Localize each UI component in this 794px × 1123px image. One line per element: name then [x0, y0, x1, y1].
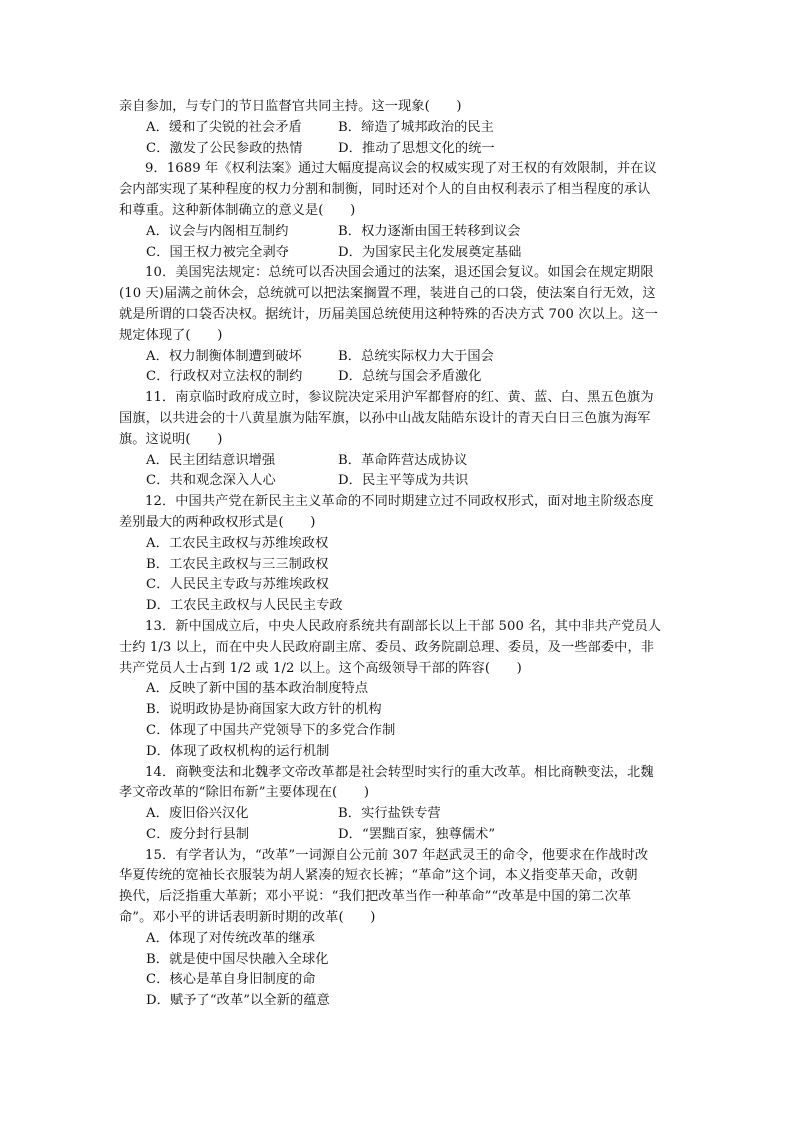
question-12-stem-cont: [119, 513, 676, 534]
stem-line: 和尊重。这种新体制确立的意义是( ): [119, 202, 356, 218]
option-b: B．工农民主政权与三三制政权: [146, 556, 329, 572]
question-15-stem: [119, 846, 676, 867]
option-c: C．体现了中国共产党领导下的多党合作制: [146, 722, 396, 738]
option-a: A．缓和了尖锐的社会矛盾: [146, 119, 302, 135]
stem-line: 共产党员人士占到 1/2 或 1/2 以上。这个高级领导干部的阵容( ): [119, 660, 522, 676]
stem-line: 10．美国宪法规定：总统可以否决国会通过的法案，退还国会复议。如国会在规定期限: [145, 265, 654, 281]
stem-line: 9．1689 年《权利法案》通过大幅度提高议会的权威实现了对王权的有效限制，并在议: [145, 161, 657, 177]
option-row: [119, 804, 676, 825]
question-9-stem: [119, 159, 676, 180]
question-10-stem: [119, 263, 676, 284]
option-b: B．革命阵营达成协议: [338, 452, 468, 468]
question-14-stem: [119, 763, 676, 784]
stem-line: (10 天)届满之前休会，总统就可以把法案搁置不理，装进自己的口袋，使法案自行无效，这: [119, 286, 656, 302]
option-a: A．民主团结意识增强: [146, 452, 276, 468]
stem-line: 11．南京临时政府成立时，参议院决定采用沪军都督府的红、黄、蓝、白、黑五色旗为: [145, 390, 654, 406]
stem-line: 换代，后泛指重大革新；邓小平说：“我们把改革当作一种革命”“改革是中国的第二次革: [119, 889, 632, 905]
stem-line: 孝文帝改革的“除旧布新”主要体现在( ): [119, 785, 370, 801]
stem-line: 国旗，以共进会的十八黄星旗为陆军旗，以孙中山战友陆皓东设计的青天白日三色旗为海军: [119, 410, 651, 426]
option-row: [119, 825, 676, 846]
option-b: B．说明政协是协商国家大政方针的机构: [146, 702, 382, 718]
option-b: B．就是使中国尽快融入全球化: [146, 951, 329, 967]
question-15: [119, 846, 676, 1012]
question-13-stem-cont: [119, 638, 676, 680]
question-10: [119, 263, 676, 388]
stem-line: 旗。这说明( ): [119, 431, 223, 447]
option-row: [119, 222, 676, 243]
question-10-stem-cont: [119, 284, 676, 346]
question-11-stem-cont: [119, 409, 676, 451]
stem-line: 就是所谓的口袋否决权。据统计，历届美国总统使用这种特殊的否决方式 700 次以上。这一: [119, 306, 658, 322]
question-15-stem-cont: [119, 866, 676, 928]
option-d: D．“罢黜百家，独尊儒术”: [338, 826, 496, 842]
option-c: C．共和观念深入人心: [146, 473, 276, 489]
option-b: B．总统实际权力大于国会: [338, 348, 494, 364]
option-c: C．核心是革自身旧制度的命: [146, 972, 316, 988]
option-a: A．议会与内阁相互制约: [146, 223, 289, 239]
option-d: D．工农民主政权与人民民主专政: [146, 598, 343, 614]
option-d: D．总统与国会矛盾激化: [338, 369, 482, 385]
option-d: D．体现了政权机构的运行机制: [146, 743, 330, 759]
stem-line: 会内部实现了某种程度的权力分割和制衡，同时还对个人的自由权利表示了相当程度的承认: [119, 182, 651, 198]
option-row: [119, 118, 676, 139]
option-b: B．实行盐铁专营: [338, 806, 441, 822]
question-9: [119, 159, 676, 263]
question-14: [119, 763, 676, 846]
question-8-continuation: [119, 97, 676, 159]
option-row: [119, 367, 676, 388]
option-a: A．废旧俗兴汉化: [146, 806, 249, 822]
option-d: D．为国家民主化发展奠定基础: [338, 244, 522, 260]
option-b: B．缔造了城邦政治的民主: [338, 119, 494, 135]
question-13-stem: [119, 617, 676, 638]
option-a: A．权力制衡体制遭到破坏: [146, 348, 302, 364]
option-d: D．推动了思想文化的统一: [338, 140, 495, 156]
question-8-stem-tail: 亲自参加，与专门的节日监督官共同主持。这一现象( ): [119, 99, 462, 114]
question-11-stem: [119, 388, 676, 409]
option-row: [119, 451, 676, 472]
question-11: [119, 388, 676, 492]
option-row: [119, 139, 676, 160]
stem-line: 12．中国共产党在新民主主义革命的不同时期建立过不同政权形式，面对地主阶级态度: [145, 494, 654, 510]
option-a: A．工农民主政权与苏维埃政权: [146, 535, 329, 551]
question-12: [119, 492, 676, 617]
stem-line: 15．有学者认为，“改革”一词源自公元前 307 年赵武灵王的命令，他要求在作战时改: [145, 847, 649, 863]
stem-line: 士约 1/3 以上，而在中央人民政府副主席、委员、政务院副总理、委员，及一些部委中，非: [119, 639, 655, 655]
option-b: B．权力逐渐由国王转移到议会: [338, 223, 521, 239]
question-13: [119, 617, 676, 763]
stem-line: 华夏传统的宽袖长衣服装为胡人紧凑的短衣长裤；“革命”这个词，本义指变革天命，改朝: [119, 868, 638, 884]
option-c: C．人民民主专政与苏维埃政权: [146, 577, 329, 593]
stem-line: 差别最大的两种政权形式是( ): [119, 514, 316, 530]
stem-line: 规定体现了( ): [119, 327, 223, 343]
question-12-stem: [119, 492, 676, 513]
option-d: D．赋予了“改革”以全新的蕴意: [146, 993, 330, 1009]
option-c: C．行政权对立法权的制约: [146, 369, 303, 385]
option-row: [119, 347, 676, 368]
option-row: [119, 243, 676, 264]
question-9-stem-cont: [119, 180, 676, 222]
option-d: D．民主平等成为共识: [338, 473, 469, 489]
stem-line: 命”。邓小平的讲话表明新时期的改革( ): [119, 910, 376, 926]
stem-line: 13．新中国成立后，中央人民政府系统共有副部长以上干部 500 名，其中非共产党员人: [145, 618, 662, 634]
option-a: A．反映了新中国的基本政治制度特点: [146, 681, 369, 697]
option-a: A．体现了对传统改革的继承: [146, 930, 316, 946]
option-c: C．激发了公民参政的热情: [146, 140, 303, 156]
option-c: C．国王权力被完全剥夺: [146, 244, 290, 260]
option-row: [119, 471, 676, 492]
option-c: C．废分封行县制: [146, 826, 250, 842]
stem-line: 14．商鞅变法和北魏孝文帝改革都是社会转型时实行的重大改革。相比商鞅变法，北魏: [145, 764, 654, 780]
question-14-stem-cont: [119, 783, 676, 804]
